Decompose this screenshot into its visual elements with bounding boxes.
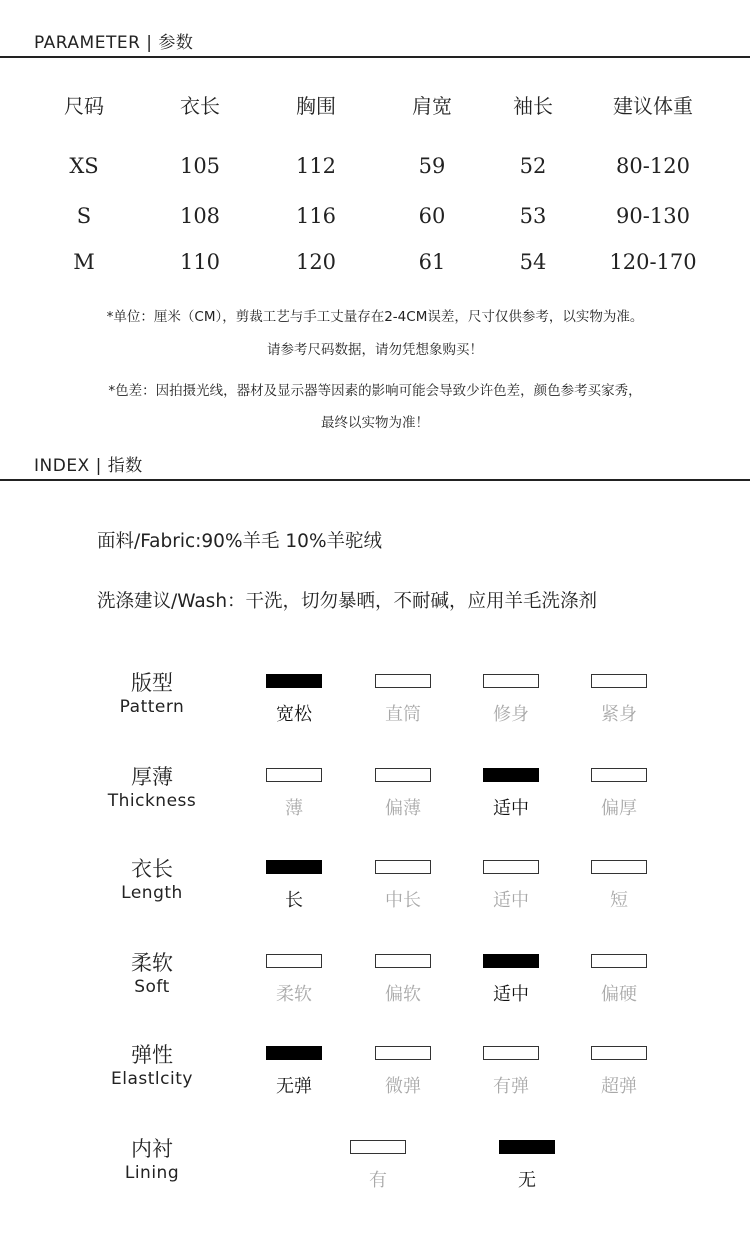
- option-label: 无弹: [276, 1076, 312, 1097]
- index-option: [590, 954, 648, 1006]
- index-option: [374, 954, 432, 1006]
- option-box-empty: [266, 768, 322, 782]
- option-label: 偏薄: [385, 798, 421, 819]
- size-cell: 116: [295, 204, 337, 228]
- option-box-filled: [483, 768, 539, 782]
- index-row: [0, 952, 750, 1042]
- option-label: 微弹: [385, 1076, 421, 1097]
- option-box-empty: [375, 860, 431, 874]
- size-cell: 105: [179, 154, 221, 178]
- size-cell: 90-130: [616, 204, 690, 228]
- option-box-empty: [375, 768, 431, 782]
- option-label: 偏厚: [601, 798, 637, 819]
- parameter-divider: [0, 56, 750, 58]
- option-label: 有: [369, 1170, 387, 1191]
- size-cell: 110: [179, 250, 221, 274]
- option-label: 中长: [385, 890, 421, 911]
- option-label: 无: [518, 1170, 536, 1191]
- index-option: [265, 954, 323, 1006]
- index-option: [265, 1046, 323, 1098]
- option-label: 偏硬: [601, 984, 637, 1005]
- option-box-filled: [266, 860, 322, 874]
- option-box-filled: [266, 674, 322, 688]
- size-cell: 112: [295, 154, 337, 178]
- size-cell: 59: [418, 154, 446, 178]
- index-label-zh: 衣长: [130, 857, 173, 881]
- size-table-header: [0, 90, 750, 130]
- wash-info: 洗涤建议/Wash：干洗，切勿暴晒，不耐碱，应用羊毛洗涤剂: [97, 591, 598, 612]
- option-box-empty: [591, 768, 647, 782]
- note-color: *色差：因拍摄光线，器材及显示器等因素的影响可能会导致少许色差，颜色参考买家秀，: [108, 383, 642, 399]
- index-row: [0, 672, 750, 762]
- index-option: [482, 1046, 540, 1098]
- size-cell: 61: [418, 250, 446, 274]
- index-option: [374, 674, 432, 726]
- option-label: 偏软: [385, 984, 421, 1005]
- index-option: [590, 860, 648, 912]
- size-cell: 108: [179, 204, 221, 228]
- index-option: [482, 674, 540, 726]
- size-cell: XS: [69, 154, 99, 178]
- option-box-empty: [483, 674, 539, 688]
- index-label-en: Soft: [134, 977, 170, 997]
- option-box-empty: [591, 954, 647, 968]
- index-option: [590, 1046, 648, 1098]
- option-box-empty: [591, 674, 647, 688]
- size-cell: S: [76, 204, 92, 228]
- size-header-cell: 衣长: [180, 94, 220, 118]
- size-header-cell: 胸围: [296, 94, 336, 118]
- option-label: 紧身: [601, 704, 637, 725]
- index-label: [125, 1136, 179, 1184]
- index-option: [482, 768, 540, 820]
- note-unit: *单位：厘米（CM），剪裁工艺与手工丈量存在2-4CM误差，尺寸仅供参考，以实物为准。: [106, 309, 644, 325]
- index-option: [590, 674, 648, 726]
- option-label: 短: [610, 890, 628, 911]
- index-option: [482, 860, 540, 912]
- option-label: 直筒: [385, 704, 421, 725]
- size-cell: 120-170: [609, 250, 697, 274]
- index-label-zh: 柔软: [131, 951, 173, 975]
- size-cell: 80-120: [616, 154, 690, 178]
- option-box-empty: [483, 860, 539, 874]
- size-header-cell: 肩宽: [412, 94, 452, 118]
- index-label-zh: 弹性: [131, 1043, 173, 1067]
- index-label-en: Length: [121, 883, 183, 903]
- size-cell: M: [73, 250, 95, 274]
- size-header-cell: 尺码: [64, 94, 104, 118]
- size-header-cell: 建议体重: [613, 94, 693, 118]
- size-cell: 120: [295, 250, 337, 274]
- option-box-empty: [591, 1046, 647, 1060]
- option-label: 长: [285, 890, 303, 911]
- option-label: 柔软: [276, 984, 312, 1005]
- index-option: [265, 768, 323, 820]
- index-row: [0, 858, 750, 948]
- option-label: 适中: [493, 798, 529, 819]
- option-label: 宽松: [276, 704, 312, 725]
- index-label: [111, 1042, 193, 1090]
- index-label: [121, 856, 183, 904]
- index-label-en: Elastlcity: [111, 1069, 193, 1089]
- size-table-row: [0, 154, 750, 194]
- index-label-en: Thickness: [107, 791, 197, 811]
- index-option: [482, 954, 540, 1006]
- index-label: [120, 670, 185, 718]
- index-option: [590, 768, 648, 820]
- size-cell: 52: [519, 154, 547, 178]
- size-table-row: [0, 250, 750, 290]
- option-label: 薄: [285, 798, 303, 819]
- option-box-empty: [375, 954, 431, 968]
- index-label: [108, 764, 197, 812]
- index-label-zh: 版型: [130, 671, 173, 695]
- option-box-empty: [483, 1046, 539, 1060]
- index-title: INDEX | 指数: [34, 456, 143, 476]
- option-box-empty: [350, 1140, 406, 1154]
- fabric-info: 面料/Fabric:90%羊毛 10%羊驼绒: [97, 531, 383, 552]
- option-label: 适中: [493, 890, 529, 911]
- option-box-filled: [266, 1046, 322, 1060]
- option-label: 超弹: [601, 1076, 637, 1097]
- size-header-cell: 袖长: [513, 94, 553, 118]
- index-option: [374, 1046, 432, 1098]
- index-option: [374, 768, 432, 820]
- index-option: [265, 860, 323, 912]
- index-label-zh: 厚薄: [131, 765, 173, 789]
- index-row: [0, 1138, 750, 1228]
- option-box-empty: [266, 954, 322, 968]
- option-label: 有弹: [493, 1076, 529, 1097]
- size-cell: 53: [519, 204, 547, 228]
- index-option: [374, 860, 432, 912]
- index-label-en: Pattern: [119, 697, 185, 717]
- index-label: [131, 950, 173, 998]
- index-option: [498, 1140, 556, 1192]
- option-label: 适中: [493, 984, 529, 1005]
- index-option: [265, 674, 323, 726]
- option-box-filled: [499, 1140, 555, 1154]
- index-label-en: Lining: [124, 1163, 180, 1183]
- index-label-zh: 内衬: [130, 1137, 173, 1161]
- option-box-empty: [375, 674, 431, 688]
- option-box-empty: [375, 1046, 431, 1060]
- option-box-filled: [483, 954, 539, 968]
- size-cell: 54: [519, 250, 547, 274]
- note-reference: 请参考尺码数据，请勿凭想象购买！: [267, 342, 483, 358]
- index-option: [349, 1140, 407, 1192]
- note-final: 最终以实物为准！: [321, 415, 429, 431]
- index-row: [0, 1044, 750, 1134]
- size-table-row: [0, 204, 750, 244]
- index-row: [0, 766, 750, 856]
- option-box-empty: [591, 860, 647, 874]
- size-cell: 60: [418, 204, 446, 228]
- parameter-title: PARAMETER | 参数: [34, 33, 194, 53]
- option-label: 修身: [493, 704, 529, 725]
- index-divider: [0, 479, 750, 481]
